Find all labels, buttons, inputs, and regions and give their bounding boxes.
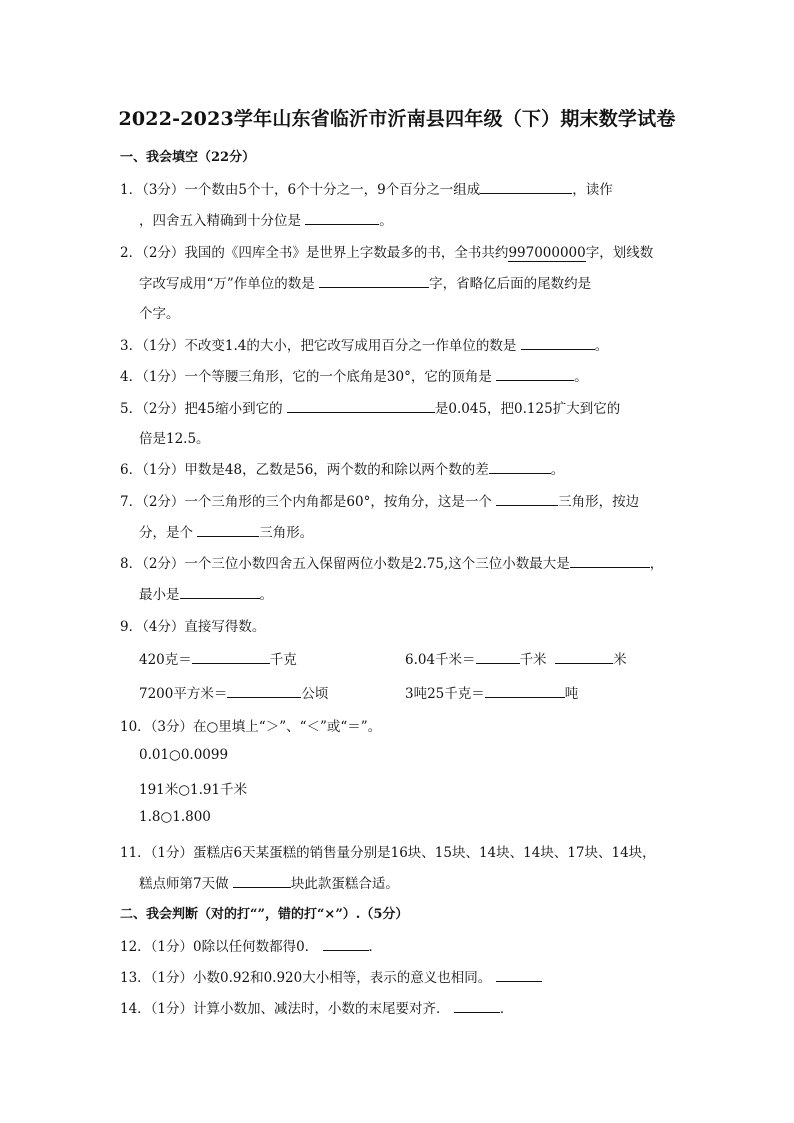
question-11-text-b: 糕点师第7天做	[139, 876, 229, 892]
question-8-line-2	[139, 583, 273, 603]
question-11-text-c: 块此款蛋糕合适。	[290, 876, 399, 892]
question-7-line-1	[120, 490, 639, 510]
answer-blank[interactable]	[496, 493, 558, 506]
section-heading-judge: 二、我会判断（对的打“”，错的打“×”）.（5分）	[120, 907, 409, 922]
question-8-text: 8．（2分）一个三位小数四舍五入保留两位小数是2.75,这个三位小数最大是	[120, 556, 570, 572]
answer-blank[interactable]	[496, 969, 542, 982]
question-1-text-d: 。	[379, 213, 393, 229]
question-9-item-2	[405, 648, 627, 668]
question-4-text: 4．（1分）一个等腰三角形，它的一个底角是30°，它的顶角是	[120, 369, 492, 385]
question-4-text-b: 。	[574, 369, 588, 385]
question-14-text: 14．（1分）计算小数加、减法时，小数的末尾要对齐．	[120, 1001, 450, 1017]
item-unit-2: 米	[613, 652, 627, 668]
section-heading-fill-in: 一、我会填空（22分）	[120, 150, 256, 165]
question-4	[120, 365, 588, 385]
question-8-line-1	[120, 552, 663, 572]
item-unit: 千克	[269, 652, 297, 668]
question-2-text: 2．（2分）我国的《四库全书》是世界上字数最多的书，全书共约	[120, 245, 509, 261]
answer-blank[interactable]	[485, 685, 565, 698]
question-13-text: 13．（1分）小数0.92和0.920大小相等，表示的意义也相同。	[120, 970, 492, 986]
answer-blank[interactable]	[570, 555, 650, 568]
question-2-line-3: 个字。	[139, 306, 180, 322]
answer-blank[interactable]	[305, 212, 379, 225]
answer-blank[interactable]	[521, 337, 595, 350]
question-3-text: 3．（1分）不改变1.4的大小，把它改写成用百分之一作单位的数是	[120, 338, 517, 354]
question-2-text-c: 字改写成用“万”作单位的数是	[139, 276, 315, 292]
question-1-text-c: ，四舍五入精确到十分位是	[139, 213, 301, 229]
question-2-text-b: 字，划线数	[585, 245, 654, 261]
answer-blank[interactable]	[180, 586, 260, 599]
answer-blank[interactable]	[197, 524, 259, 537]
question-8-text-d: 。	[259, 587, 273, 603]
item-text: 420克＝	[139, 652, 192, 668]
answer-blank[interactable]	[496, 368, 574, 381]
question-14-text-b: ．	[499, 1001, 514, 1017]
question-9-item-1	[139, 648, 297, 668]
question-7-text: 7．（2分）一个三角形的三个内角都是60°，按角分，这是一个	[120, 494, 492, 510]
question-12	[120, 935, 382, 955]
item-unit: 公顷	[301, 686, 329, 702]
question-5-text-b: 是0.045，把0.125扩大到它的	[434, 401, 621, 417]
question-12-text: 12．（1分）0除以任何数都得0．	[120, 939, 319, 955]
question-2-line-2	[139, 272, 591, 292]
answer-blank[interactable]	[233, 875, 291, 888]
answer-blank[interactable]	[476, 651, 520, 664]
question-5-line-2: 倍是12.5。	[139, 431, 210, 447]
answer-blank[interactable]	[287, 400, 435, 413]
question-2-number: 997000000	[508, 245, 586, 261]
question-3	[120, 334, 608, 354]
question-9: 9．（4分）直接写得数。	[120, 619, 266, 635]
question-1-text: 1．（3分）一个数由5个十，6个十分之一，9个百分之一组成	[120, 182, 481, 198]
item-text: 3吨25千克＝	[405, 686, 485, 702]
page-title: 2022-2023学年山东省临沂市沂南县四年级（下）期末数学试卷	[118, 108, 676, 130]
question-1-line-1	[120, 178, 613, 198]
question-10-row-1[interactable]: 0.01○0.0099	[139, 747, 229, 763]
question-6-text-b: 。	[550, 462, 565, 478]
question-1-text-b: ，读作	[572, 182, 613, 198]
question-14	[120, 997, 513, 1017]
answer-blank[interactable]	[489, 461, 551, 474]
answer-blank[interactable]	[319, 275, 429, 288]
question-10-row-2[interactable]: 191米○1.91千米	[139, 782, 248, 798]
question-8-text-c: 最小是	[139, 587, 180, 603]
question-7-text-b: 三角形，按边	[558, 494, 640, 510]
question-9-item-3	[139, 682, 328, 702]
question-13	[120, 966, 542, 986]
question-5-text: 5．（2分）把45缩小到它的	[120, 401, 283, 417]
question-7-text-d: 三角形。	[259, 525, 314, 541]
question-6	[120, 458, 564, 478]
item-unit: 吨	[564, 686, 579, 702]
question-7-line-2	[139, 521, 313, 541]
answer-blank[interactable]	[454, 1000, 500, 1013]
item-text: 7200平方米＝	[139, 686, 228, 702]
item-text: 6.04千米＝	[405, 652, 476, 668]
question-5-line-1	[120, 397, 620, 417]
question-3-text-b: 。	[594, 338, 609, 354]
question-2-line-1	[120, 241, 653, 261]
question-12-text-b: ．	[368, 939, 382, 955]
item-unit: 千米	[519, 652, 547, 668]
question-6-text: 6．（1分）甲数是48，乙数是56，两个数的和除以两个数的差	[120, 462, 489, 478]
question-10-row-3[interactable]: 1.8○1.800	[139, 809, 211, 825]
answer-blank[interactable]	[323, 938, 369, 951]
answer-blank[interactable]	[555, 651, 613, 664]
question-9-item-4	[405, 682, 578, 702]
answer-blank[interactable]	[192, 651, 270, 664]
answer-blank[interactable]	[480, 181, 572, 194]
question-1-line-2	[139, 209, 393, 229]
answer-blank[interactable]	[227, 685, 301, 698]
question-10: 10．（3分）在○里填上“＞”、“＜”或“＝”。	[120, 719, 382, 735]
question-11-line-2	[139, 872, 399, 892]
question-11-line-1: 11．（1分）蛋糕店6天某蛋糕的销售量分别是16块、15块、14块、14块、17块、14块，	[120, 845, 656, 861]
question-2-text-d: 字，省略亿后面的尾数约是	[429, 276, 592, 292]
question-8-text-b: ，	[649, 556, 664, 572]
question-7-text-c: 分，是个	[139, 525, 193, 541]
